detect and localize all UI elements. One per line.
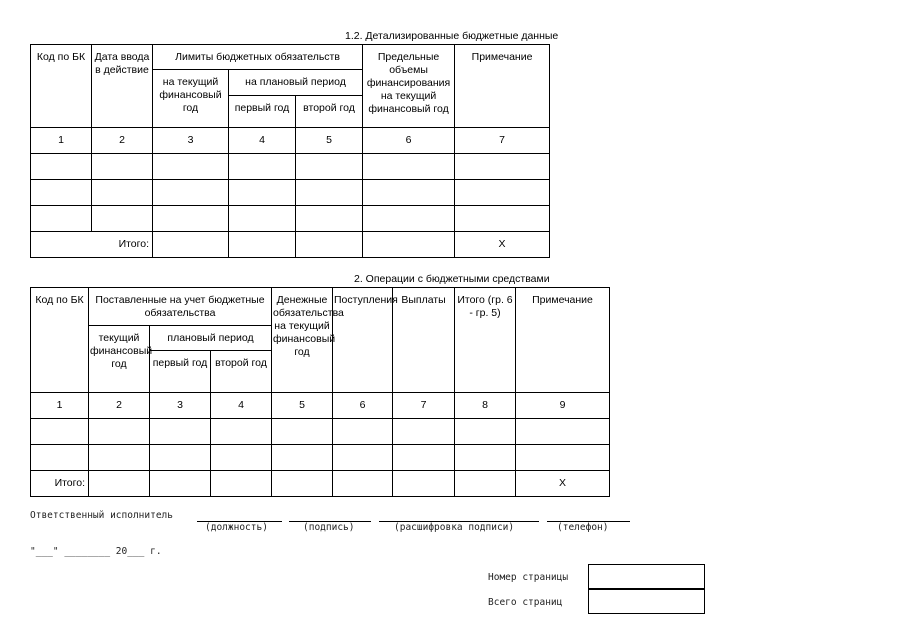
cell[interactable]: [150, 419, 211, 445]
header-date: Дата ввода в действие: [92, 45, 153, 128]
cell[interactable]: [92, 206, 153, 232]
column-number: 6: [363, 128, 455, 154]
cell[interactable]: [296, 232, 363, 258]
section1-title: 1.2. Детализированные бюджетные данные: [345, 30, 559, 42]
cell[interactable]: [31, 419, 89, 445]
page-number-label: Номер страницы: [488, 572, 569, 583]
column-number: 7: [455, 128, 550, 154]
header-first-year: первый год: [150, 351, 211, 393]
cell[interactable]: [229, 232, 296, 258]
position-caption: (должность): [205, 522, 268, 533]
total-label: Итого:: [31, 232, 153, 258]
cell[interactable]: [455, 206, 550, 232]
column-number: 3: [153, 128, 229, 154]
header-code: Код по БК: [31, 45, 92, 128]
cell[interactable]: [363, 180, 455, 206]
header-current-year: на текущий финансовый год: [153, 70, 229, 128]
decryption-caption: (расшифровка подписи): [394, 522, 515, 533]
cell[interactable]: [333, 445, 393, 471]
column-number: 9: [516, 393, 610, 419]
header-registered: Поставленные на учет бюджетные обязательства: [89, 288, 272, 326]
cell[interactable]: [363, 206, 455, 232]
cell[interactable]: [211, 419, 272, 445]
header-second-year: второй год: [211, 351, 272, 393]
cell[interactable]: [229, 154, 296, 180]
cell[interactable]: [150, 445, 211, 471]
header-current-year: текущий финансовый год: [89, 326, 150, 393]
cell[interactable]: [296, 154, 363, 180]
total-row: [31, 232, 550, 258]
cell[interactable]: [455, 154, 550, 180]
header-code: Код по БК: [31, 288, 89, 393]
total-note: X: [455, 232, 550, 258]
column-number: 1: [31, 393, 89, 419]
cell[interactable]: [393, 419, 455, 445]
header-plan-period: на плановый период: [229, 70, 363, 96]
header-first-year: первый год: [229, 96, 296, 128]
header-total: Итого (гр. 6 - гр. 5): [455, 288, 516, 393]
cell[interactable]: [272, 445, 333, 471]
cell[interactable]: [516, 445, 610, 471]
header-limits: Лимиты бюджетных обязательств: [153, 45, 363, 70]
table-row: [31, 206, 550, 232]
cell[interactable]: [455, 180, 550, 206]
cell[interactable]: [455, 471, 516, 497]
executor-label: Ответственный исполнитель: [30, 510, 173, 521]
table-row: [31, 180, 550, 206]
cell[interactable]: [296, 180, 363, 206]
header-note: Примечание: [455, 45, 550, 128]
cell[interactable]: [229, 206, 296, 232]
cell[interactable]: [153, 180, 229, 206]
cell[interactable]: [455, 419, 516, 445]
cell[interactable]: [153, 154, 229, 180]
cell[interactable]: [92, 154, 153, 180]
total-pages-field[interactable]: [588, 588, 705, 614]
cell[interactable]: [363, 232, 455, 258]
cell[interactable]: [455, 445, 516, 471]
table-row: [31, 445, 610, 471]
cell[interactable]: [393, 471, 455, 497]
cell[interactable]: [363, 154, 455, 180]
column-number: 1: [31, 128, 92, 154]
header-second-year: второй год: [296, 96, 363, 128]
cell[interactable]: [272, 419, 333, 445]
header-financing: Предельные объемы финансирования на текущий финансовый год: [363, 45, 455, 128]
cell[interactable]: [516, 419, 610, 445]
cell[interactable]: [333, 471, 393, 497]
table-row: [31, 419, 610, 445]
cell[interactable]: [92, 180, 153, 206]
column-number: 8: [455, 393, 516, 419]
header-plan-period: плановый период: [150, 326, 272, 351]
cell[interactable]: [89, 445, 150, 471]
cell[interactable]: [31, 206, 92, 232]
signature-caption: (подпись): [303, 522, 355, 533]
total-note: X: [516, 471, 610, 497]
table-row: [31, 154, 550, 180]
column-number: 6: [333, 393, 393, 419]
page-number-field[interactable]: [588, 564, 705, 590]
cell[interactable]: [31, 154, 92, 180]
column-number: 7: [393, 393, 455, 419]
column-number: 5: [296, 128, 363, 154]
column-number: 5: [272, 393, 333, 419]
column-number: 2: [92, 128, 153, 154]
cell[interactable]: [333, 419, 393, 445]
column-number: 4: [211, 393, 272, 419]
total-label: Итого:: [31, 471, 89, 497]
cell[interactable]: [211, 445, 272, 471]
column-number: 4: [229, 128, 296, 154]
budget-details-table: [30, 44, 550, 258]
header-note: Примечание: [516, 288, 610, 393]
header-receipts: Поступления: [333, 288, 393, 393]
cell[interactable]: [393, 445, 455, 471]
header-payments: Выплаты: [393, 288, 455, 393]
cell[interactable]: [272, 471, 333, 497]
cell[interactable]: [296, 206, 363, 232]
budget-operations-table: [30, 287, 610, 497]
header-cash-obligations: Денежные обязательства на текущий финансовый год: [272, 288, 333, 393]
phone-caption: (телефон): [557, 522, 609, 533]
cell[interactable]: [229, 180, 296, 206]
cell[interactable]: [211, 471, 272, 497]
cell[interactable]: [89, 419, 150, 445]
date-line: "___" ________ 20___ г.: [30, 546, 162, 557]
section2-title: 2. Операции с бюджетными средствами: [354, 273, 550, 285]
cell[interactable]: [89, 471, 150, 497]
cell[interactable]: [31, 180, 92, 206]
total-row: [31, 471, 610, 497]
cell[interactable]: [31, 445, 89, 471]
cell[interactable]: [153, 206, 229, 232]
cell[interactable]: [150, 471, 211, 497]
total-pages-label: Всего страниц: [488, 597, 563, 608]
column-number: 2: [89, 393, 150, 419]
cell[interactable]: [153, 232, 229, 258]
column-number: 3: [150, 393, 211, 419]
